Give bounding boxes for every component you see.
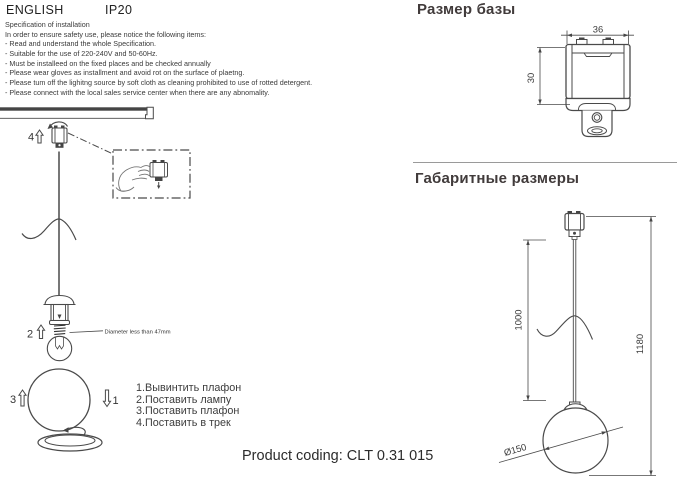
russian-steps-list (136, 383, 241, 430)
cable (537, 240, 593, 404)
spec-item: - Please wear gloves as installment and avoid rot on the surface of plaetng. (5, 68, 245, 78)
track-rail (0, 107, 153, 119)
overall-size-drawing (480, 195, 685, 483)
track-adapter (52, 126, 67, 148)
spec-title: Specification of installation (5, 20, 90, 29)
step-line: 3.Поставить плафон (136, 405, 240, 418)
step4-marker (28, 130, 43, 144)
spec-item: - Read and understand the whole Specification. (5, 39, 157, 49)
step1-number: 1 (112, 395, 119, 407)
light-bulb (47, 336, 71, 360)
height-dimension (525, 48, 570, 105)
cable-squiggle (22, 219, 76, 240)
step3-number: 3 (10, 394, 17, 406)
diameter-value: Ø150 (502, 441, 528, 458)
sphere-shade (28, 369, 90, 431)
total-height-value: 1180 (634, 333, 645, 355)
specification-text (5, 20, 385, 97)
sphere-shade (543, 402, 608, 473)
adapter (565, 211, 584, 240)
base-size-title: Размер базы (417, 1, 516, 18)
down-arrow-icon (157, 186, 160, 190)
step4-number: 4 (28, 131, 35, 144)
base-size-drawing (520, 15, 668, 143)
hand-illustration (116, 166, 150, 192)
diameter-note: Diameter less than 47mm (104, 329, 171, 336)
ip-rating-label: IP20 (105, 3, 133, 17)
up-arrow-icon (37, 325, 44, 339)
step2-number: 2 (27, 328, 34, 341)
width-value: 36 (592, 23, 604, 35)
step-line: 2.Поставить лампу (136, 393, 232, 406)
width-dimension (561, 24, 634, 45)
inset-leader-line (68, 133, 113, 154)
adapter-in-hand (150, 160, 168, 189)
overall-size-title: Габаритные размеры (415, 170, 580, 187)
step1-marker (103, 390, 118, 407)
diameter-callout (70, 330, 171, 336)
cable-squiggle (537, 316, 593, 340)
language-label: ENGLISH (6, 3, 64, 17)
section-divider (413, 162, 677, 163)
cable-length-value: 1000 (512, 309, 524, 331)
product-coding: Product coding: CLT 0.31 015 (242, 448, 434, 464)
step2-marker (27, 325, 45, 341)
adapter-stem (566, 99, 630, 137)
spec-item: - Suitable for the use of 220-240V and 50-60Hz. (5, 48, 158, 58)
adapter-body (566, 38, 630, 99)
spec-item: - Must be installeed on the fixed places and be checked annually (5, 58, 211, 68)
step-line: 4.Поставить в трек (136, 417, 231, 430)
lamp-socket (44, 296, 76, 335)
down-arrow-icon (103, 390, 110, 407)
spec-item: - Please connect with the local sales service center when there are any abnomality. (5, 87, 270, 97)
up-arrow-icon (19, 390, 26, 406)
spec-intro: In order to ensure safety use, please notice the following items: (5, 29, 206, 39)
screw-threads (54, 325, 66, 334)
step3-marker (10, 390, 26, 406)
step-line: 1.Вывинтить плафон (136, 382, 242, 394)
inset-detail-box (113, 150, 190, 198)
up-arrow-icon (36, 130, 43, 143)
spec-item: - Please tum off the lighitng source by soft cloth as cleaning prohibited to use of rotted detergent. (5, 77, 313, 87)
rotation-ring (38, 427, 102, 451)
cable-length-dimension (513, 240, 547, 401)
height-value: 30 (525, 72, 536, 84)
